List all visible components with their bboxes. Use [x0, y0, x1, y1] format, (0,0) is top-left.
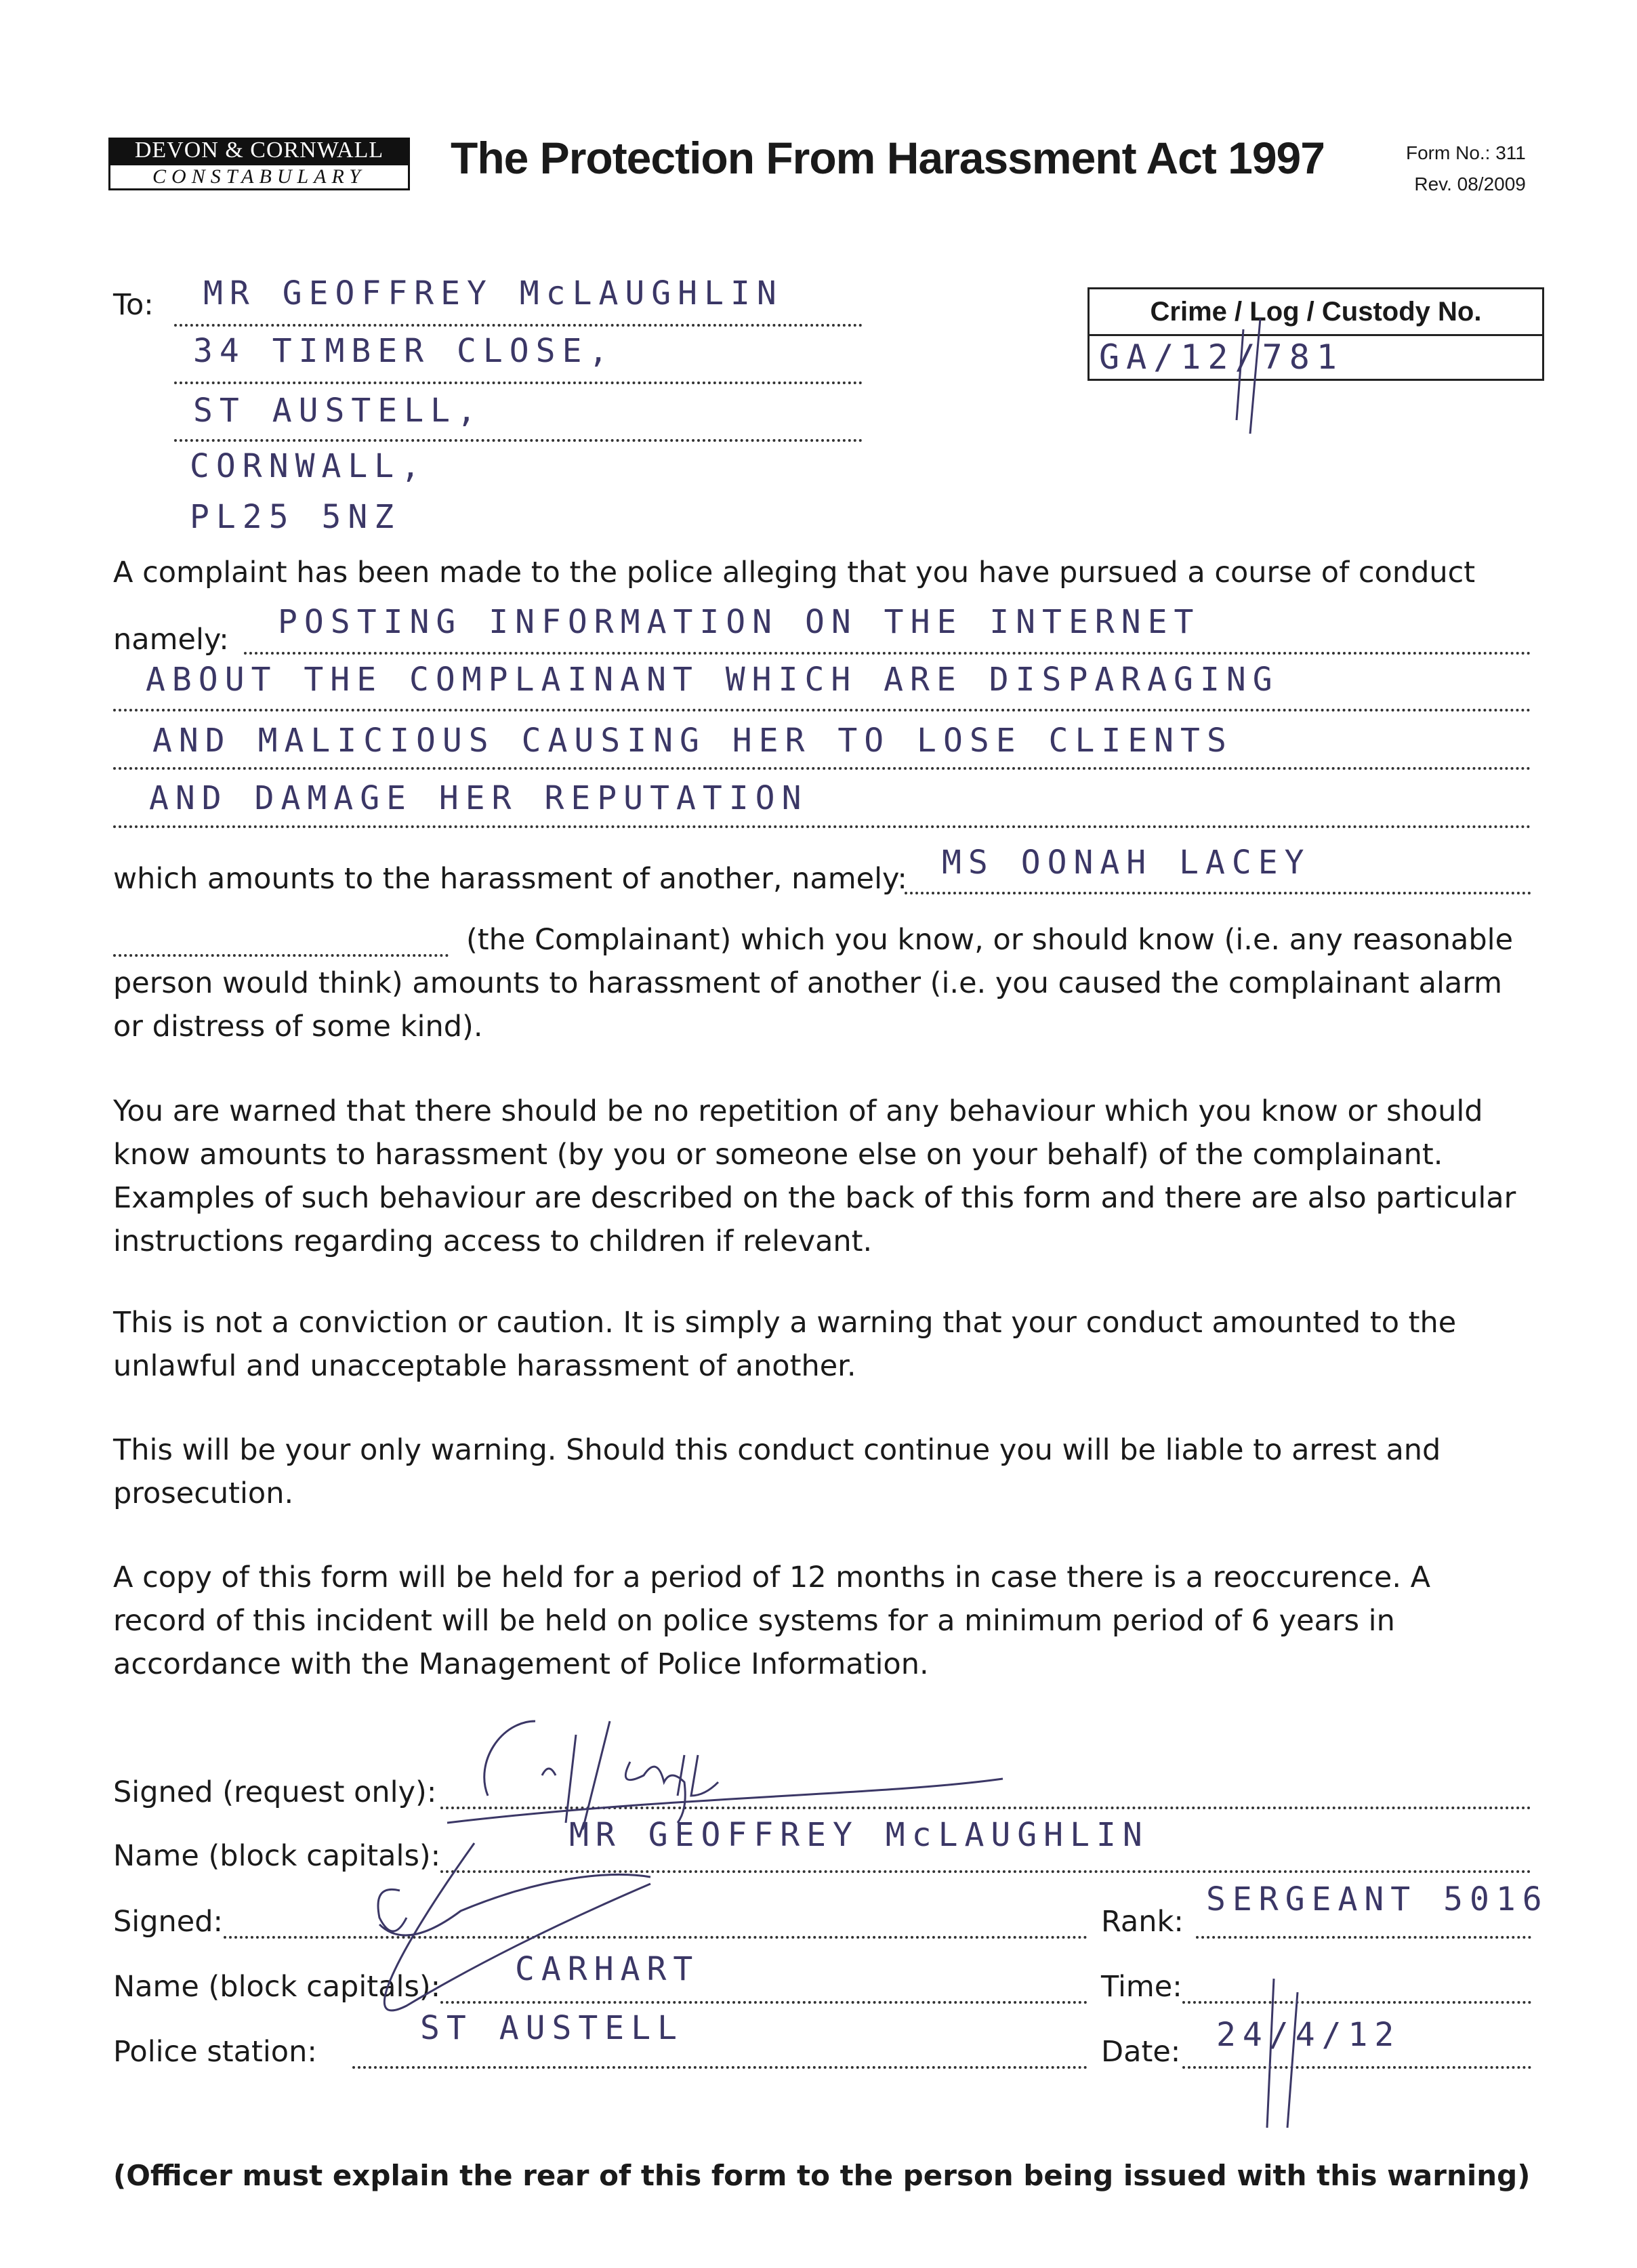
form-revision: Rev. 08/2009 [1414, 173, 1526, 194]
date-label: Date: [1101, 2035, 1181, 2069]
paragraph-line: know amounts to harassment (by you or someone else on your behalf) of the complainant. [113, 1138, 1443, 1172]
crime-number-field[interactable]: GA/12/781 [1099, 337, 1344, 377]
rank-field[interactable]: SERGEANT 5016 [1206, 1880, 1549, 1918]
recipient-signature [447, 1721, 1003, 1830]
paragraph-line: unlawful and unacceptable harassment of another. [113, 1349, 856, 1383]
paragraph-line: This is not a conviction or caution. It is simply a warning that your conduct amounted to the [113, 1306, 1457, 1340]
paragraph-line: instructions regarding access to children if relevant. [113, 1224, 873, 1258]
crime-box-label: Crime / Log / Custody No. [1090, 289, 1542, 336]
name-label-2: Name (block capitals): [113, 1970, 441, 2004]
complaint-intro: A complaint has been made to the police alleging that you have pursued a course of conduct [113, 556, 1476, 590]
recipient-name-field[interactable]: MR GEOFFREY McLAUGHLIN [569, 1816, 1149, 1854]
recipient-line-2[interactable]: 34 TIMBER CLOSE, [193, 332, 615, 370]
date-field[interactable]: 24/4/12 [1216, 2016, 1401, 2054]
officer-signature [378, 1843, 650, 2011]
station-label: Police station: [113, 2035, 317, 2069]
officer-name-field[interactable]: CARHART [515, 1950, 700, 1988]
complainant-continuation-2: person would think) amounts to harassment of another (i.e. you caused the complainant alarm [113, 966, 1503, 1000]
signed-label: Signed: [113, 1905, 224, 1939]
complainant-continuation-3: or distress of some kind). [113, 1010, 483, 1044]
paragraph-line: prosecution. [113, 1477, 294, 1510]
logo-line-2: CONSTABULARY [108, 163, 410, 190]
paragraph-line: This will be your only warning. Should this conduct continue you will be liable to arrest and [113, 1433, 1441, 1467]
conduct-line-3[interactable]: AND MALICIOUS CAUSING HER TO LOSE CLIENTS [152, 722, 1233, 760]
harassment-label: which amounts to the harassment of another, namely: [113, 862, 907, 896]
conduct-line-1[interactable]: POSTING INFORMATION ON THE INTERNET [278, 603, 1201, 641]
form-title: The Protection From Harassment Act 1997 [451, 133, 1325, 183]
officer-instruction-note: (Officer must explain the rear of this form to the person being issued with this warning) [113, 2159, 1531, 2192]
logo-line-1: DEVON & CORNWALL [108, 138, 410, 163]
recipient-line-3[interactable]: ST AUSTELL, [193, 392, 483, 430]
complainant-continuation-1: (the Complainant) which you know, or should know (i.e. any reasonable [466, 923, 1514, 957]
crime-box-strokes [1237, 318, 1260, 434]
rank-label: Rank: [1101, 1905, 1184, 1939]
paragraph-line: record of this incident will be held on police systems for a minimum period of 6 years in [113, 1604, 1395, 1638]
conduct-line-2[interactable]: ABOUT THE COMPLAINANT WHICH ARE DISPARAGING [146, 661, 1279, 699]
signed-request-label: Signed (request only): [113, 1775, 437, 1809]
paragraph-line: A copy of this form will be held for a period of 12 months in case there is a reoccurence. A [113, 1561, 1431, 1594]
recipient-line-5[interactable]: PL25 5NZ [190, 498, 401, 536]
complainant-name-field[interactable]: MS OONAH LACEY [942, 844, 1311, 882]
namely-label: namely: [113, 623, 229, 657]
paragraph-line: You are warned that there should be no repetition of any behaviour which you know or should [113, 1094, 1483, 1128]
paragraph-line: accordance with the Management of Police Information. [113, 1647, 929, 1681]
time-label: Time: [1101, 1970, 1182, 2004]
date-strokes [1267, 1979, 1298, 2128]
police-station-field[interactable]: ST AUSTELL [420, 2009, 684, 2047]
to-label: To: [113, 288, 154, 322]
name-label-1: Name (block capitals): [113, 1839, 441, 1873]
recipient-line-1[interactable]: MR GEOFFREY McLAUGHLIN [203, 274, 783, 312]
form-number: Form No.: 311 [1406, 142, 1526, 163]
paragraph-line: Examples of such behaviour are described on the back of this form and there are also particular [113, 1181, 1516, 1215]
recipient-line-4[interactable]: CORNWALL, [190, 447, 428, 485]
conduct-line-4[interactable]: AND DAMAGE HER REPUTATION [149, 779, 808, 817]
